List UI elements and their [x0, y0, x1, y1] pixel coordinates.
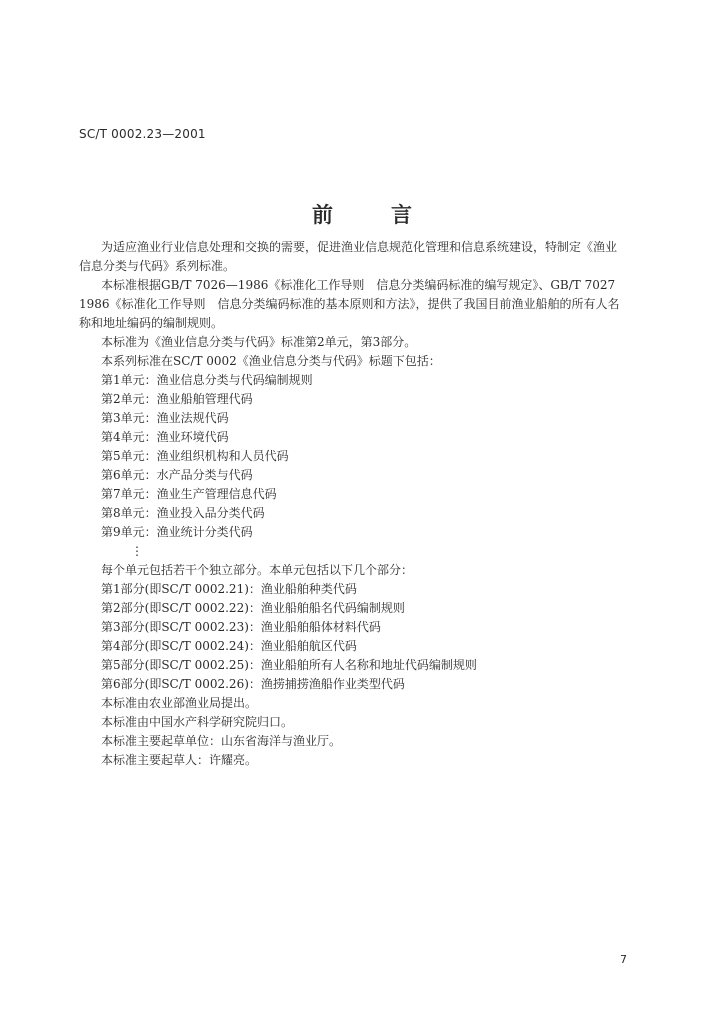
list-item: 第8单元：渔业投入品分类代码 [101, 506, 265, 520]
list-item: 第4单元：渔业环境代码 [101, 430, 229, 444]
paragraph-proposer: 本标准由农业部渔业局提出。 [101, 696, 258, 710]
list-item: 第5单元：渔业组织机构和人员代码 [101, 449, 289, 463]
list-item: 第4部分(即SC/T 0002.24)：渔业船舶航区代码 [101, 639, 357, 653]
list-item: 第1部分(即SC/T 0002.21)：渔业船舶种类代码 [101, 582, 357, 596]
list-item: 第1单元：渔业信息分类与代码编制规则 [101, 373, 313, 387]
list-item: 第2部分(即SC/T 0002.22)：渔业船舶船名代码编制规则 [101, 601, 405, 615]
list-item: 第6单元：水产品分类与代码 [101, 468, 253, 482]
list-item: 第9单元：渔业统计分类代码 [101, 525, 253, 539]
vertical-ellipsis: ⋮ [131, 544, 143, 558]
paragraph-drafting-unit: 本标准主要起草单位：山东省海洋与渔业厅。 [101, 734, 342, 748]
standard-code: SC/T 0002.23—2001 [79, 127, 206, 141]
document-body [79, 238, 641, 770]
paragraph-drafter: 本标准主要起草人：许耀亮。 [101, 753, 258, 767]
list-item: 第7单元：渔业生产管理信息代码 [101, 487, 277, 501]
paragraph-purpose-line2: 信息分类与代码》系列标准。 [79, 259, 236, 273]
page-number: 7 [620, 953, 627, 966]
list-item: 第3单元：渔业法规代码 [101, 411, 229, 425]
paragraph-purpose-line1: 为适应渔业行业信息处理和交换的需要，促进渔业信息规范化管理和信息系统建设，特制定《渔业 [101, 240, 618, 254]
list-item: 第2单元：渔业船舶管理代码 [101, 392, 253, 406]
parts-list [101, 580, 641, 694]
list-item: 第5部分(即SC/T 0002.25)：渔业船舶所有人名称和地址代码编制规则 [101, 658, 477, 672]
paragraph-administrator: 本标准由中国水产科学研究院归口。 [101, 715, 294, 729]
list-item: 第3部分(即SC/T 0002.23)：渔业船舶船体材料代码 [101, 620, 381, 634]
page-title: 前言 [312, 202, 470, 227]
paragraph-basis-line1: 本标准根据GB/T 7026—1986《标准化工作导则 信息分类编码标准的编写规定》、GB/T 7027 [101, 278, 616, 292]
paragraph-scope: 本标准为《渔业信息分类与代码》标准第2单元，第3部分。 [101, 335, 417, 349]
paragraph-basis-line3: 称和地址编码的编制规则。 [79, 316, 224, 330]
paragraph-basis-line2: 1986《标准化工作导则 信息分类编码标准的基本原则和方法》，提供了我国目前渔业船舶的所有人名 [79, 297, 620, 311]
list-item: 第6部分(即SC/T 0002.26)：渔捞捕捞渔船作业类型代码 [101, 677, 405, 691]
paragraph-parts-intro: 每个单元包括若干个独立部分。本单元包括以下几个部分： [101, 563, 414, 577]
unit-list [101, 371, 641, 542]
paragraph-series: 本系列标准在SC/T 0002《渔业信息分类与代码》标题下包括： [101, 354, 441, 368]
